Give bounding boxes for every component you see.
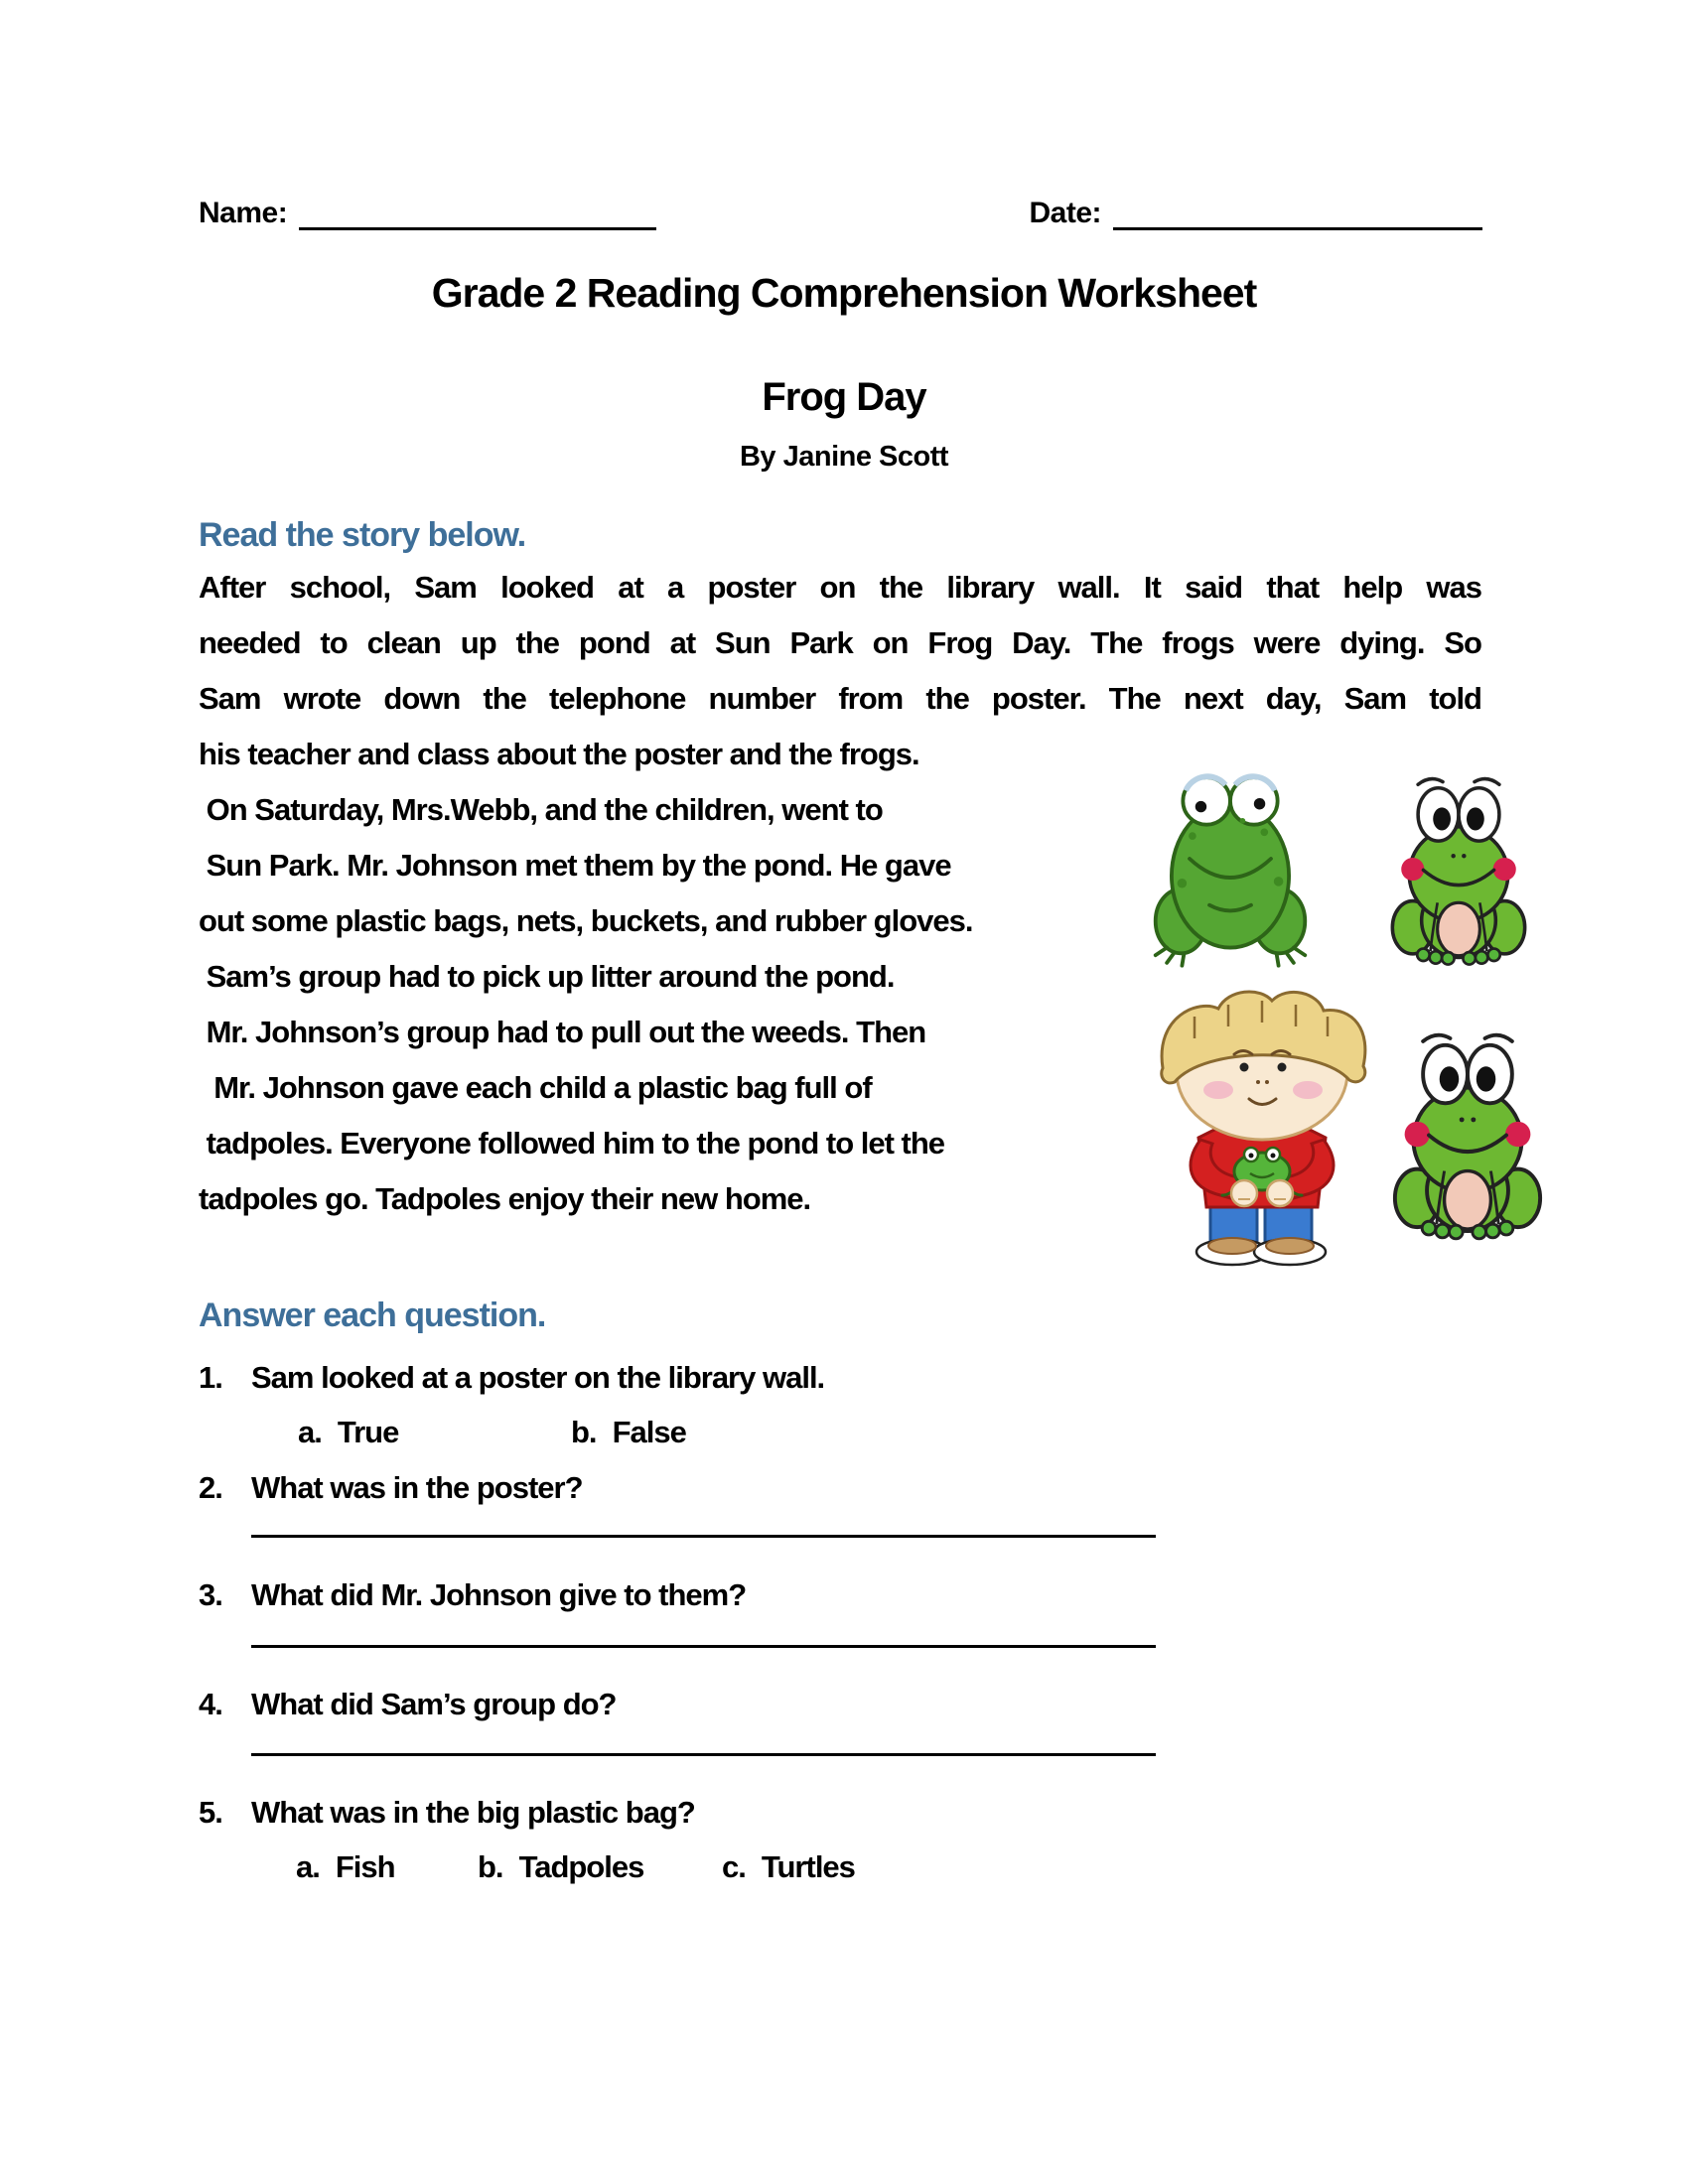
question-text: What did Mr. Johnson give to them? [251,1577,747,1612]
question-number: 2. [199,1470,222,1505]
story-line: his teacher and class about the poster and the frogs. [199,737,919,771]
option-true[interactable] [298,1405,398,1460]
story-paragraph-1 [199,560,1481,782]
option-turtles[interactable] [722,1840,855,1895]
option-label: a. [298,1415,322,1449]
question-3 [199,1568,1481,1623]
boy-holding-frog-icon [1132,973,1392,1271]
option-text: False [612,1415,686,1449]
story-line: Mr. Johnson’s group had to pull out the weeds. Then [199,1015,926,1049]
question-text: What did Sam’s group do? [251,1687,617,1721]
question-text: What was in the big plastic bag? [251,1795,695,1830]
name-field [199,197,656,230]
option-text: Turtles [761,1849,855,1884]
question-5 [199,1785,1481,1841]
date-field [1029,197,1482,230]
illustration-block [1132,760,1569,1287]
story-line: Sun Park. Mr. Johnson met them by the pond. He gave [199,848,951,883]
story-line: out some plastic bags, nets, buckets, and rubber gloves. [199,903,973,938]
answer-blank-line-q4[interactable] [251,1753,1156,1756]
answer-blank-line-q3[interactable] [251,1645,1156,1648]
story-line: After school, Sam looked at a poster on the library wall. It said that help was [199,570,1481,605]
story-line: Mr. Johnson gave each child a plastic bag full of [199,1070,872,1105]
option-false[interactable] [571,1405,686,1460]
question-5-options [199,1840,1481,1895]
read-story-heading: Read the story below. [199,516,526,554]
question-number: 4. [199,1687,222,1721]
answer-blank-line-q2[interactable] [251,1535,1156,1538]
story-line: needed to clean up the pond at Sun Park on Frog Day. The frogs were dying. So [199,625,1481,660]
name-blank-line[interactable] [299,198,656,230]
question-text: What was in the poster? [251,1470,583,1505]
frog-icon [1390,1005,1545,1265]
story-title: Frog Day [762,375,926,419]
story-line: tadpoles go. Tadpoles enjoy their new home. [199,1181,811,1216]
header-row [199,197,1482,230]
option-tadpoles[interactable] [478,1840,643,1895]
question-1-options [199,1405,1481,1460]
question-number: 1. [199,1360,222,1395]
option-label: a. [296,1849,320,1884]
frog-icon [1150,766,1311,971]
question-4 [199,1677,1481,1732]
date-label: Date: [1029,197,1101,229]
question-1 [199,1350,1481,1406]
name-label: Name: [199,197,288,229]
frog-icon [1380,770,1537,969]
question-2 [199,1460,1481,1516]
question-number: 3. [199,1577,222,1612]
date-blank-line[interactable] [1113,198,1482,230]
option-text: Tadpoles [518,1849,644,1884]
option-label: b. [478,1849,503,1884]
byline: By Janine Scott [739,441,949,473]
option-fish[interactable] [296,1840,395,1895]
question-text: Sam looked at a poster on the library wall. [251,1360,825,1395]
question-number: 5. [199,1795,222,1830]
answer-questions-heading: Answer each question. [199,1297,546,1334]
story-paragraph-2 [199,782,1142,1227]
story-line: Sam wrote down the telephone number from the poster. The next day, Sam told [199,681,1481,716]
option-text: Fish [335,1849,395,1884]
story-line: Sam’s group had to pick up litter around the pond. [199,959,895,994]
option-text: True [337,1415,399,1449]
page-title: Grade 2 Reading Comprehension Worksheet [431,270,1257,316]
story-line: tadpoles. Everyone followed him to the pond to let the [199,1126,945,1160]
option-label: b. [571,1415,597,1449]
story-line: On Saturday, Mrs.Webb, and the children, went to [199,792,883,827]
option-label: c. [722,1849,746,1884]
